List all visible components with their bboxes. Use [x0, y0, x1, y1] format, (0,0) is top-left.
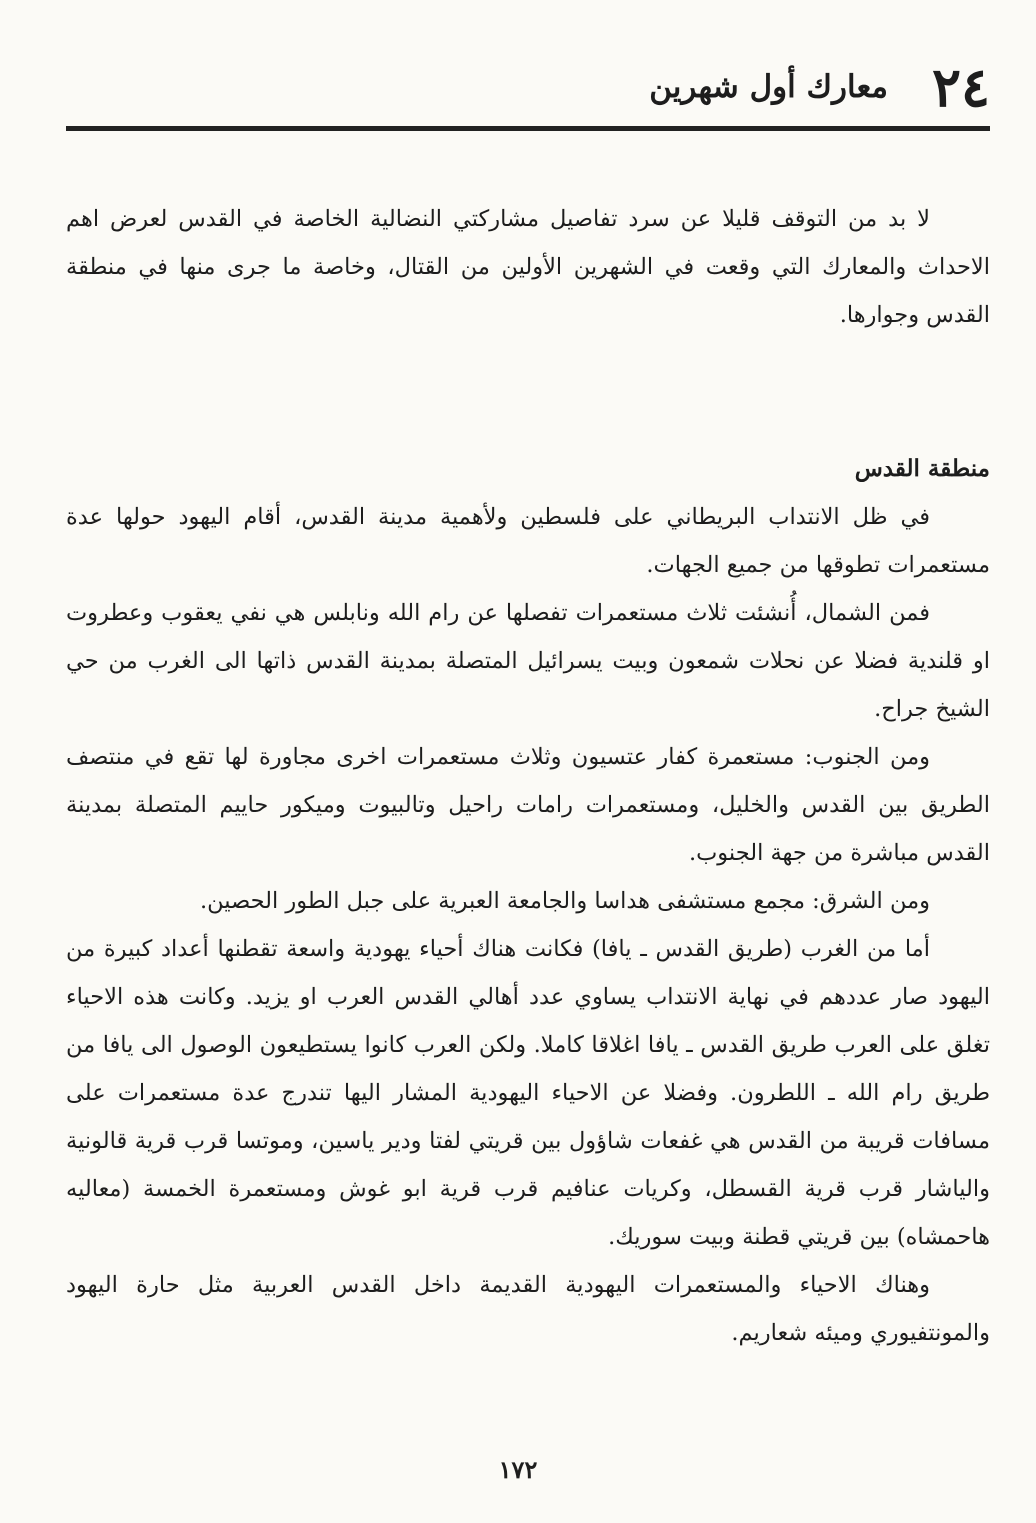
paragraph-east: ومن الشرق: مجمع مستشفى هداسا والجامعة العبرية على جبل الطور الحصين.	[200, 888, 930, 914]
chapter-header	[66, 52, 990, 122]
paragraph-west: أما من الغرب (طريق القدس ـ يافا) فكانت هناك أحياء يهودية واسعة تقطنها أعداد كبيرة من اليهود صار عددهم في نهاية الانتداب يساوي عدد أهالي القدس العرب او يزيد. وكانت هذه الاحياء تغلق على العرب طريق القدس ـ يافا اغلاقا كاملا. ولكن العرب كانوا يستطيعون الوصول الى يافا من طريق رام الله ـ اللطرون. وفضلا عن الاحياء اليهودية المشار اليها تندرج عدة مستعمرات على مسافات قريبة من القدس هي غفعات شاؤول بين قريتي لفتا ودير ياسين، وموتسا قرب قرية قالونية والياشار قرب قرية القسطل، وكريات عنافيم قرب قرية ابو غوش ومستعمرة الخمسة (معاليه هاحمشاه) بين قريتي قطنة وبيت سوريك.	[66, 936, 990, 1250]
paragraph-south: ومن الجنوب: مستعمرة كفار عتسيون وثلاث مستعمرات اخرى مجاورة لها تقع في منتصف الطريق بين القدس والخليل، ومستعمرات رامات راحيل وتالبيوت وميكور حاييم المتصلة بمدينة القدس مباشرة من جهة الجنوب.	[66, 744, 990, 866]
page-body	[66, 195, 990, 1357]
intro-paragraph: لا بد من التوقف قليلا عن سرد تفاصيل مشاركتي النضالية الخاصة في القدس لعرض اهم الاحداث والمعارك التي وقعت في الشهرين الأولين من القتال، وخاصة ما جرى منها في منطقة القدس وجوارها.	[66, 206, 990, 328]
chapter-title: معارك أول شهرين	[649, 69, 888, 105]
paragraph-old-quarters: وهناك الاحياء والمستعمرات اليهودية القديمة داخل القدس العربية مثل حارة اليهود والمونتفيوري وميئه شعاريم.	[66, 1272, 990, 1346]
section-spacer	[66, 339, 990, 445]
chapter-number: ٢٤	[931, 55, 990, 119]
section-heading: منطقة القدس	[854, 455, 990, 482]
paragraph-north: فمن الشمال، أُنشئت ثلاث مستعمرات تفصلها عن رام الله ونابلس هي نفي يعقوب وعطروت او قلندية فضلا عن نحلات شمعون وبيت يسرائيل المتصلة بمدينة القدس ذاتها الى الغرب من حي الشيخ جراح.	[66, 600, 990, 722]
header-rule	[66, 126, 990, 131]
page-number: ١٧٢	[498, 1455, 538, 1484]
paragraph-mandate: في ظل الانتداب البريطاني على فلسطين ولأهمية مدينة القدس، أقام اليهود حولها عدة مستعمرات تطوقها من جميع الجهات.	[66, 504, 990, 578]
